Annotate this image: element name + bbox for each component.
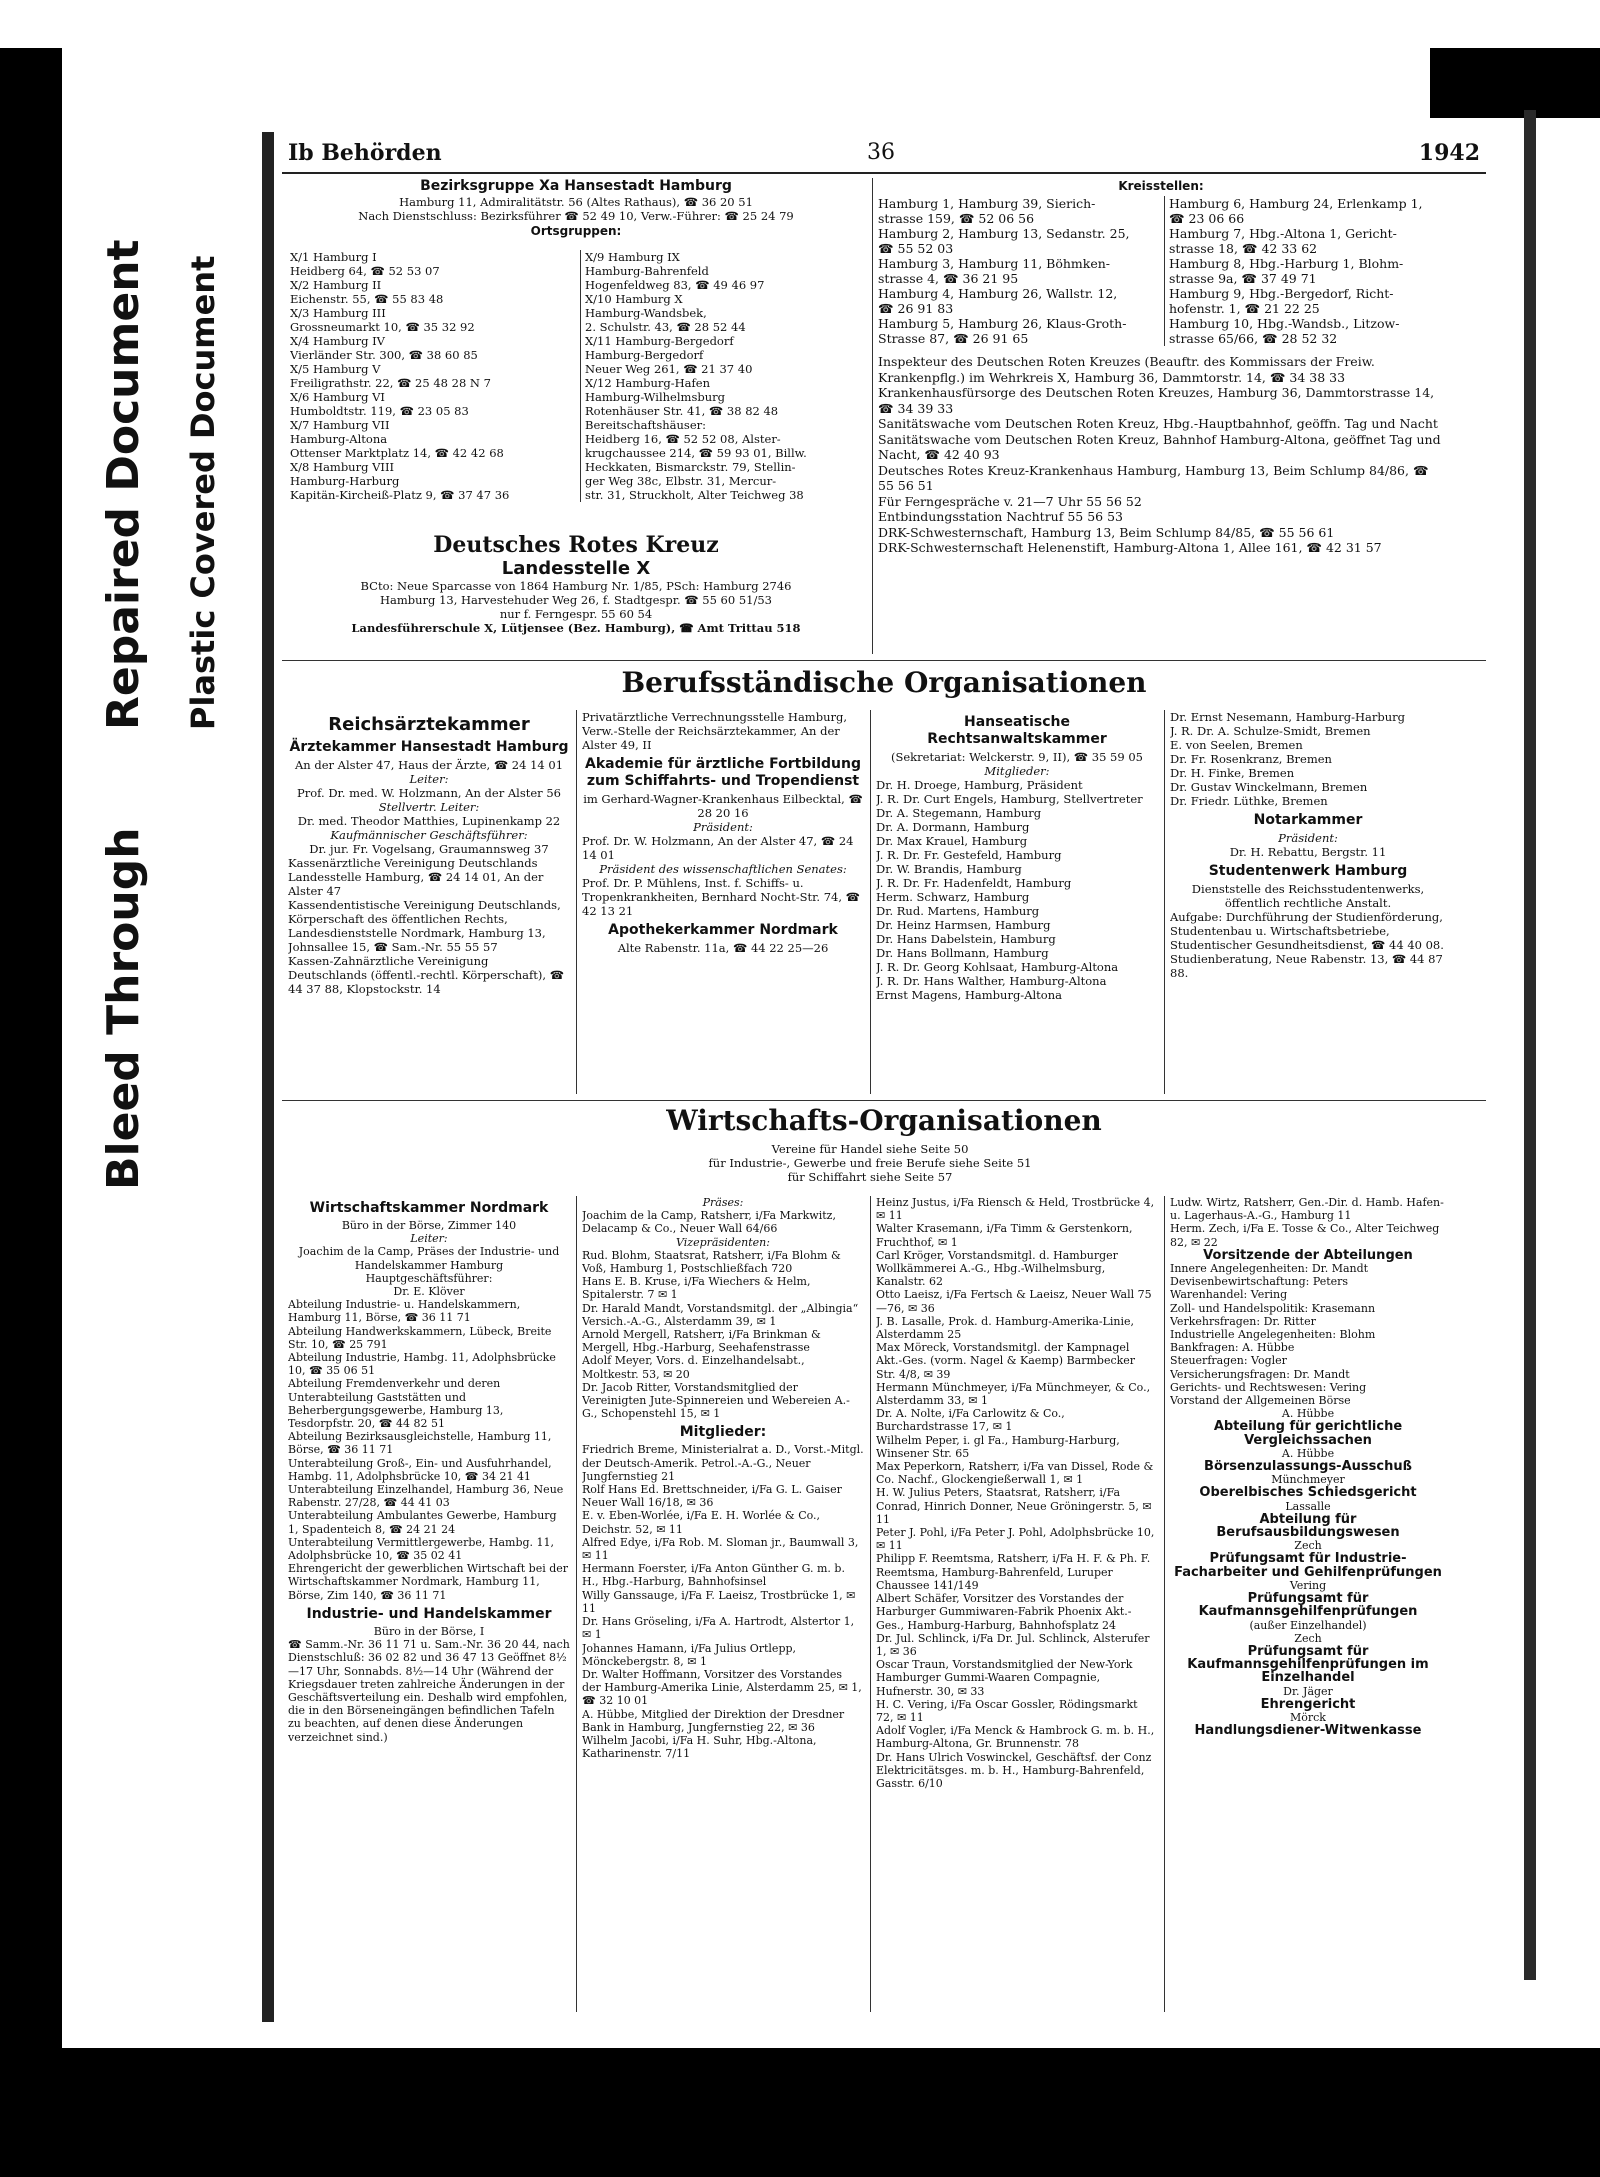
entry-text: Dr. A. Dormann, Hamburg: [876, 820, 1030, 834]
entry-heading: Abteilung für Berufsausbildungswesen: [1216, 1511, 1400, 1541]
page-header: [282, 138, 1486, 174]
text-line: hofenstr. 1, ☎ 21 22 25: [1169, 301, 1320, 316]
text-line: Deutsches Rotes Kreuz-Krankenhaus Hamburg, Hamburg 13, Beim Schlump 84/86, ☎ 55 56 51: [878, 462, 1429, 493]
entry-heading: Vorsitzende der Abteilungen: [1203, 1247, 1413, 1263]
entry-text: Kassenärztliche Vereinigung Deutschlands Landesstelle Hamburg, ☎ 24 14 01, An der Alster 47: [288, 856, 544, 898]
entry-text: Ernst Magens, Hamburg-Altona: [876, 988, 1062, 1002]
text-line: strasse 65/66, ☎ 28 52 32: [1169, 331, 1338, 346]
text-line: Hamburg 6, Hamburg 24, Erlenkamp 1,: [1169, 196, 1423, 211]
entry-text: Walter Krasemann, i/Fa Timm & Gerstenkorn, Fruchthof, ✉ 1: [876, 1222, 1133, 1249]
entry-heading: Prüfungsamt für Kaufmannsgehilfenprüfungen: [1198, 1591, 1418, 1620]
entry-text: Prof. Dr. P. Mühlens, Inst. f. Schiffs- u. Tropenkrankheiten, Bernhard Nocht-Str. 74, ☎ 42 13 21: [582, 876, 860, 918]
entry-text: Dr. H. Rebattu, Bergstr. 11: [1229, 845, 1387, 859]
text-line: X/2 Hamburg II: [290, 278, 382, 292]
entry-heading: Handlungsdiener-Witwenkasse: [1194, 1723, 1422, 1739]
entry-text: Hermann Münchmeyer, i/Fa Münchmeyer, & Co., Alsterdamm 33, ✉ 1: [876, 1380, 1151, 1408]
text-line: Kapitän-Kircheiß-Platz 9, ☎ 37 47 36: [290, 488, 510, 502]
text-line: Hamburg 3, Hamburg 11, Böhmken-: [878, 256, 1111, 271]
ortsgruppen-left: [290, 250, 574, 502]
entry-text: Prof. Dr. med. W. Holzmann, An der Alster 56: [297, 786, 561, 800]
text-line: 2. Schulstr. 43, ☎ 28 52 44: [585, 320, 746, 334]
entry-text: Vorstand der Allgemeinen Börse: [1170, 1394, 1351, 1408]
entry-text: Kassen-Zahnärztliche Vereinigung Deutschlands (öffentl.-rechtl. Körperschaft), ☎ 44 37 88, Klopstockstr. 14: [288, 954, 565, 996]
entry-text: Leiter:: [409, 772, 449, 786]
entry-text: Präses:: [702, 1196, 744, 1209]
text-line: Hamburg-Wilhelmsburg: [585, 390, 725, 404]
text-line: Hamburg-Bahrenfeld: [585, 264, 709, 278]
entry-text: Albert Schäfer, Vorsitzer des Vorstandes der Harburger Gummiwaren-Fabrik Phoenix Akt.-Ges., Hamburg-Harburg, Bahnhofsplatz 24: [876, 1592, 1132, 1632]
bezirk-line: Nach Dienstschluss: Bezirksführer ☎ 52 49 10, Verw.-Führer: ☎ 25 24 79: [358, 209, 794, 223]
entry-text: A. Hübbe: [1281, 1407, 1335, 1421]
wirtschafts-subtitle: [582, 1142, 1158, 1190]
entry-text: Büro in der Börse, Zimmer 140: [341, 1219, 517, 1232]
text-line: Eichenstr. 55, ☎ 55 83 48: [290, 292, 444, 306]
entry-heading: Wirtschaftskammer Nordmark: [309, 1200, 549, 1216]
wirt-col-3: [876, 1196, 1158, 2012]
wirt-col-4: [1170, 1196, 1446, 2012]
text-line: Hamburg 5, Hamburg 26, Klaus-Groth-: [878, 316, 1127, 331]
entry-text: Ehrengericht der gewerblichen Wirtschaft bei der Wirtschaftskammer Nordmark, Hamburg 11, Börse, Zim 140, ☎ 36 11 71: [288, 1562, 569, 1602]
text-line: DRK-Schwesternschaft Helenenstift, Hamburg-Altona 1, Allee 161, ☎ 42 31 57: [878, 540, 1382, 555]
header-section: Ib Behörden: [288, 140, 442, 166]
entry-text: Hans E. B. Kruse, i/Fa Wiechers & Helm, Spitalerstr. 7 ✉ 1: [582, 1275, 811, 1302]
entry-text: Stellvertr. Leiter:: [378, 800, 480, 814]
drk-title: Deutsches Rotes Kreuz: [433, 532, 719, 558]
wirtschafts-title: Wirtschafts-Organisationen: [666, 1104, 1102, 1137]
text-line: X/6 Hamburg VI: [290, 390, 385, 404]
entry-text: Dr. Gustav Winckelmann, Bremen: [1170, 780, 1368, 794]
entry-text: Dr. Hans Bollmann, Hamburg: [876, 946, 1049, 960]
entry-text: Oscar Traun, Vorstandsmitglied der New-York Hamburger Gummi-Waaren Compagnie, Hufnerstr. 30, ✉ 33: [876, 1658, 1133, 1698]
entry-text: H. C. Vering, i/Fa Oscar Gossler, Rödingsmarkt 72, ✉ 11: [876, 1697, 1138, 1724]
entry-text: H. W. Julius Peters, Staatsrat, Ratsherr, i/Fa Conrad, Hinrich Donner, Neue Gröningerstr. 5, ✉ 11: [876, 1486, 1152, 1526]
side-tab-plastic-covered-document: Plastic Covered Document: [184, 255, 222, 730]
text-line: X/7 Hamburg VII: [290, 418, 390, 432]
entry-text: Vering: [1289, 1578, 1327, 1592]
text-line: X/5 Hamburg V: [290, 362, 381, 376]
text-line: Heidberg 16, ☎ 52 52 08, Alster-: [585, 432, 781, 446]
text-line: Sanitätswache vom Deutschen Roten Kreuz, Bahnhof Hamburg-Altona, geöffnet Tag und Nacht, ☎ 42 40 93: [878, 431, 1441, 462]
entry-text: Dr. Harald Mandt, Vorstandsmitgl. der „Albingia“ Versich.-A.-G., Alsterdamm 39, ✉ 1: [582, 1301, 859, 1328]
wirt-col-1: [288, 1196, 570, 2012]
text-line: Humboldtstr. 119, ☎ 23 05 83: [290, 404, 469, 418]
berufsstaendische-title: Berufsständische Organisationen: [621, 666, 1147, 699]
entry-text: Kaufmännischer Geschäftsführer:: [330, 828, 528, 842]
text-line: Rotenhäuser Str. 41, ☎ 38 82 48: [585, 404, 779, 418]
entry-text: Präsident:: [693, 820, 753, 834]
entry-text: Ludw. Wirtz, Ratsherr, Gen.-Dir. d. Hamb. Hafen- u. Lagerhaus-A.-G., Hamburg 11: [1170, 1196, 1444, 1223]
text-line: Hogenfeldweg 83, ☎ 49 46 97: [585, 278, 765, 292]
entry-text: Dr. Fr. Rosenkranz, Bremen: [1170, 752, 1332, 766]
entry-heading: Notarkammer: [1253, 812, 1363, 828]
text-line: X/3 Hamburg III: [290, 306, 386, 320]
entry-text: Carl Kröger, Vorstandsmitgl. d. Hamburger Wollkämmerei A.-G., Hbg.-Wilhelmsburg, Kanalstr. 62: [876, 1248, 1118, 1289]
text-line: Hamburg 7, Hbg.-Altona 1, Gericht-: [1169, 226, 1397, 241]
entry-text: Studienberatung, Neue Rabenstr. 13, ☎ 44 87 88.: [1170, 952, 1443, 980]
entry-text: Privatärztliche Verrechnungsstelle Hamburg, Verw.-Stelle der Reichsärztekammer, An der Alster 49, II: [582, 710, 847, 752]
beruf-col-2: [582, 710, 864, 1092]
entry-text: Zech: [1294, 1631, 1322, 1645]
text-line: Hamburg 10, Hbg.-Wandsb., Litzow-: [1169, 316, 1400, 331]
entry-heading: Mitglieder:: [679, 1424, 767, 1441]
entry-text: Philipp F. Reemtsma, Ratsherr, i/Fa H. F. & Ph. F. Reemtsma, Hamburg-Bahrenfeld, Luruper Chaussee 141/149: [876, 1552, 1151, 1592]
entry-text: Unterabteilung Vermittlergewerbe, Hambg. 11, Adolphsbrücke 10, ☎ 35 02 41: [288, 1535, 555, 1563]
text-line: krugchaussee 214, ☎ 59 93 01, Billw.: [585, 446, 807, 460]
entry-text: Devisenbewirtschaftung: Peters: [1170, 1275, 1349, 1289]
entry-text: J. R. Dr. Hans Walther, Hamburg-Altona: [876, 974, 1107, 988]
wirtschafts-sub-line: für Industrie-, Gewerbe und freie Berufe siehe Seite 51: [708, 1156, 1032, 1170]
entry-heading: Reichsärztekammer: [328, 714, 530, 735]
entry-text: Johannes Hamann, i/Fa Julius Ortlepp, Mönckebergstr. 8, ✉ 1: [582, 1641, 797, 1668]
entry-text: J. R. Dr. Fr. Gestefeld, Hamburg: [876, 848, 1062, 862]
text-line: X/4 Hamburg IV: [290, 334, 385, 348]
entry-text: Aufgabe: Durchführung der Studienförderung, Studentenbau u. Wirtschaftsbetriebe, Studentischer Gesundheitsdienst, ☎ 44 40 08.: [1170, 910, 1444, 952]
ortsgruppen-title: Ortsgruppen:: [530, 224, 622, 238]
text-line: DRK-Schwesternschaft, Hamburg 13, Beim Schlump 84/85, ☎ 55 56 61: [878, 524, 1335, 540]
entry-text: A. Hübbe, Mitglied der Direktion der Dresdner Bank in Hamburg, Jungfernstieg 22, ✉ 36: [582, 1707, 845, 1734]
entry-text: Zech: [1294, 1539, 1322, 1553]
section-rule: [282, 660, 1486, 661]
text-line: X/10 Hamburg X: [585, 292, 683, 306]
entry-text: Arnold Mergell, Ratsherr, i/Fa Brinkman & Mergell, Hbg.-Harburg, Seehafenstrasse: [582, 1328, 821, 1355]
text-line: Grossneumarkt 10, ☎ 35 32 92: [290, 320, 475, 334]
bezirk-line: Hamburg 11, Admiralitätstr. 56 (Altes Rathaus), ☎ 36 20 51: [399, 195, 753, 209]
section-rule: [282, 1100, 1486, 1101]
entry-text: (außer Einzelhandel): [1249, 1618, 1367, 1632]
text-line: Inspekteur des Deutschen Roten Kreuzes (Beauftr. des Kommissars der Freiw. Krankenpflg.) im Wehrkreis X, Hamburg 36, Dammtorstr. 14, ☎ 34 38 33: [878, 354, 1375, 385]
drk-subtitle: Landesstelle X: [501, 558, 651, 579]
entry-heading: Ehrengericht: [1260, 1696, 1356, 1712]
text-line: Strasse 87, ☎ 26 91 65: [878, 331, 1029, 346]
entry-text: J. B. Lasalle, Prok. d. Hamburg-Amerika-Linie, Alsterdamm 25: [876, 1314, 1134, 1342]
text-line: strasse 159, ☎ 52 06 56: [878, 211, 1035, 226]
text-line: Hamburg-Altona: [290, 432, 388, 446]
text-line: ☎ 55 52 03: [878, 241, 954, 256]
entry-text: Mitglieder:: [984, 764, 1050, 778]
wirtschafts-sub-line: Vereine für Handel siehe Seite 50: [771, 1142, 969, 1156]
entry-text: Wilhelm Peper, i. gl Fa., Hamburg-Harburg, Winsener Str. 65: [876, 1433, 1120, 1460]
scan-margin-top: [0, 0, 1600, 48]
entry-text: Bankfragen: A. Hübbe: [1170, 1341, 1295, 1355]
entry-text: Abteilung Industrie- u. Handelskammern, Hamburg 11, Börse, ☎ 36 11 71: [288, 1298, 521, 1325]
entry-heading: Hanseatische Rechtsanwaltskammer: [927, 714, 1107, 747]
entry-text: Dr. jur. Fr. Vogelsang, Graumannsweg 37: [309, 842, 549, 856]
entry-text: Präsident:: [1278, 831, 1338, 845]
text-line: str. 31, Struckholt, Alter Teichweg 38: [585, 488, 804, 502]
entry-text: Dr. Jacob Ritter, Vorstandsmitglied der Vereinigten Jute-Spinnereien und Webereien A.-G., Schopenstehl 15, ✉ 1: [582, 1380, 850, 1421]
wirt-col-2: [582, 1196, 864, 2012]
text-line: Hamburg 4, Hamburg 26, Wallstr. 12,: [878, 286, 1118, 301]
text-line: X/9 Hamburg IX: [585, 250, 680, 264]
column-rule: [870, 710, 871, 1094]
entry-text: Unterabteilung Groß-, Ein- und Ausfuhrhandel, Hambg. 11, Adolphsbrücke 10, ☎ 34 21 41: [288, 1456, 552, 1483]
entry-text: Hauptgeschäftsführer:: [365, 1271, 493, 1285]
kreis-left: [878, 196, 1158, 346]
entry-text: Adolf Meyer, Vors. d. Einzelhandelsabt., Moltkestr. 53, ✉ 20: [582, 1354, 805, 1381]
entry-text: Präsident des wissenschaftlichen Senates:: [599, 862, 847, 876]
entry-text: J. R. Dr. Curt Engels, Hamburg, Stellvertreter: [876, 792, 1143, 806]
entry-text: Gerichts- und Rechtswesen: Vering: [1170, 1380, 1367, 1394]
kreis-entries: [878, 354, 1444, 556]
entry-text: A. Hübbe: [1281, 1446, 1335, 1460]
text-line: Vierländer Str. 300, ☎ 38 60 85: [290, 348, 478, 362]
entry-text: Dienststelle des Reichsstudentenwerks, öffentlich rechtliche Anstalt.: [1191, 882, 1425, 910]
entry-text: Max Möreck, Vorstandsmitgl. der Kampnagel Akt.-Ges. (vorm. Nagel & Kaemp) Barmbecker Str. 4/8, ✉ 39: [876, 1341, 1136, 1381]
entry-text: Dr. Max Krauel, Hamburg: [876, 834, 1028, 848]
entry-text: Joachim de la Camp, Präses der Industrie- und Handelskammer Hamburg: [298, 1245, 560, 1272]
column-rule: [1164, 1196, 1165, 2012]
text-line: Hamburg-Bergedorf: [585, 348, 704, 362]
text-line: ☎ 23 06 66: [1169, 211, 1245, 226]
text-line: Freiligrathstr. 22, ☎ 25 48 28 N 7: [290, 376, 491, 390]
entry-text: Dr. Jul. Schlinck, i/Fa Dr. Jul. Schlinck, Alsterufer 1, ✉ 36: [876, 1631, 1150, 1658]
bezirk-title: Bezirksgruppe Xa Hansestadt Hamburg: [420, 178, 732, 194]
text-line: Hamburg 9, Hbg.-Bergedorf, Richt-: [1169, 286, 1394, 301]
text-line: Hamburg 2, Hamburg 13, Sedanstr. 25,: [878, 226, 1130, 241]
entry-text: Büro in der Börse, I: [373, 1624, 485, 1638]
drk-line: Landesführerschule X, Lütjensee (Bez. Hamburg), ☎ Amt Trittau 518: [351, 621, 801, 635]
entry-text: Prof. Dr. W. Holzmann, An der Alster 47, ☎ 24 14 01: [582, 834, 854, 862]
drk-line: nur f. Ferngespr. 55 60 54: [499, 607, 653, 621]
entry-heading: Abteilung für gerichtliche Vergleichssachen: [1213, 1419, 1403, 1448]
entry-text: Abteilung Fremdenverkehr und deren Unterabteilung Gaststätten und Beherbergungsgewerbe, Hamburg 13, Tesdorpfstr. 20, ☎ 44 82 51: [288, 1377, 504, 1431]
entry-text: Dr. A. Nolte, i/Fa Carlowitz & Co., Burchardstrasse 17, ✉ 1: [876, 1407, 1065, 1434]
entry-text: (Sekretariat: Welckerstr. 9, II), ☎ 35 59 05: [891, 750, 1143, 764]
entry-text: Dr. Ernst Nesemann, Hamburg-Harburg: [1170, 710, 1406, 724]
kreis-title: Kreisstellen:: [1118, 179, 1204, 193]
entry-text: Leiter:: [410, 1232, 448, 1246]
entry-text: Heinz Justus, i/Fa Riensch & Held, Trostbrücke 4, ✉ 11: [876, 1196, 1155, 1223]
kreis-right: [1164, 196, 1444, 346]
entry-heading: Ärztekammer Hansestadt Hamburg: [289, 739, 569, 755]
entry-text: Dr. W. Brandis, Hamburg: [876, 862, 1022, 876]
text-line: Bereitschaftshäuser:: [585, 418, 706, 432]
entry-text: Industrielle Angelegenheiten: Blohm: [1170, 1328, 1376, 1342]
entry-text: ☎ Samm.-Nr. 36 11 71 u. Sam.-Nr. 36 20 44, nach Dienstschluß: 36 02 82 und 36 47 13 Geöffnet 8½—17 Uhr, Sonnabds. 8½—14 Uhr (Während der Kriegsdauer treten zahlreiche Änderungen in der Geschäftsverteilung ein. Deshalb wird empfohlen, die in den Börseneingängen befindlichen Tafeln zu beachten, auf denen diese Änderungen verzeichnet sind.): [288, 1638, 570, 1744]
text-line: Heckkaten, Bismarckstr. 79, Stellin-: [585, 460, 796, 474]
beruf-col-4: [1170, 710, 1446, 1092]
entry-text: Dr. Hans Dabelstein, Hamburg: [876, 932, 1056, 946]
entry-text: Vizepräsidenten:: [676, 1235, 770, 1249]
scan-border-left: [0, 48, 62, 2048]
bezirksgruppe-block: [290, 178, 862, 546]
entry-text: Dr. Rud. Martens, Hamburg: [876, 904, 1040, 918]
text-line: Krankenhausfürsorge des Deutschen Roten Kreuzes, Hamburg 36, Dammtorstrasse 14, ☎ 34 39 33: [878, 385, 1435, 416]
text-line: X/8 Hamburg VIII: [290, 460, 395, 474]
entry-text: Münchmeyer: [1271, 1473, 1345, 1487]
entry-text: Abteilung Industrie, Hambg. 11, Adolphsbrücke 10, ☎ 35 06 51: [288, 1351, 556, 1378]
entry-text: E. v. Eben-Worlée, i/Fa E. H. Worlée & Co., Deichstr. 52, ✉ 11: [582, 1509, 821, 1536]
entry-text: J. R. Dr. Georg Kohlsaat, Hamburg-Altona: [876, 960, 1119, 974]
entry-heading: Industrie- und Handelskammer: [306, 1605, 552, 1622]
entry-text: Hermann Foerster, i/Fa Anton Günther G. m. b. H., Hbg.-Harburg, Bahnhofsinsel: [582, 1562, 845, 1589]
text-line: Hamburg 8, Hbg.-Harburg 1, Blohm-: [1169, 256, 1404, 271]
entry-text: Dr. Friedr. Lüthke, Bremen: [1170, 794, 1328, 808]
ortsgruppen-right: [580, 250, 862, 502]
entry-heading: Akademie für ärztliche Fortbildung zum Schiffahrts- und Tropendienst: [585, 756, 861, 789]
column-rule: [1164, 710, 1165, 1094]
entry-text: Steuerfragen: Vogler: [1170, 1354, 1287, 1368]
entry-heading: Oberelbisches Schiedsgericht: [1199, 1485, 1417, 1501]
scan-shadow-right: [1524, 110, 1536, 1980]
entry-text: Lassalle: [1285, 1499, 1331, 1513]
text-line: ☎ 26 91 83: [878, 301, 954, 316]
scanned-page: [262, 132, 1526, 2022]
entry-heading: Prüfungsamt für Industrie-Facharbeiter und Gehilfenprüfungen: [1174, 1551, 1442, 1580]
entry-text: Herm. Schwarz, Hamburg: [876, 890, 1030, 904]
entry-text: Dr. E. Klöver: [393, 1285, 465, 1299]
entry-heading: Börsenzulassungs-Ausschuß: [1204, 1459, 1412, 1475]
entry-text: Mörck: [1290, 1710, 1326, 1724]
scan-border-right: [1430, 48, 1600, 118]
text-line: Hamburg-Wandsbek,: [585, 306, 707, 320]
scan-border-bottom: [0, 2048, 1600, 2177]
entry-text: E. von Seelen, Bremen: [1170, 738, 1303, 752]
column-rule: [872, 178, 873, 654]
text-line: Sanitätswache vom Deutschen Roten Kreuz, Hbg.-Hauptbahnhof, geöffn. Tag und Nacht: [878, 416, 1438, 431]
entry-text: Warenhandel: Vering: [1170, 1288, 1288, 1302]
entry-text: Kassendentistische Vereinigung Deutschlands, Körperschaft des öffentlichen Rechts, Landesdienststelle Nordmark, Hamburg 13, Johnsallee 15, ☎ Sam.-Nr. 55 55 57: [288, 898, 561, 954]
entry-text: J. R. Dr. A. Schulze-Smidt, Bremen: [1170, 724, 1371, 738]
entry-heading: Apothekerkammer Nordmark: [608, 922, 838, 938]
entry-text: Dr. med. Theodor Matthies, Lupinenkamp 22: [297, 814, 561, 828]
entry-text: Alfred Edye, i/Fa Rob. M. Sloman jr., Baumwall 3, ✉ 11: [582, 1535, 859, 1563]
entry-text: Zoll- und Handelspolitik: Krasemann: [1170, 1301, 1376, 1315]
entry-text: Abteilung Handwerkskammern, Lübeck, Breite Str. 10, ☎ 25 791: [288, 1324, 552, 1351]
column-rule: [870, 1196, 871, 2012]
entry-heading: Prüfungsamt für Kaufmannsgehilfenprüfungen im Einzelhandel: [1187, 1643, 1429, 1686]
drk-line: Hamburg 13, Harvestehuder Weg 26, f. Stadtgespr. ☎ 55 60 51/53: [380, 593, 772, 607]
drk-line: BCto: Neue Sparcasse von 1864 Hamburg Nr. 1/85, PSch: Hamburg 2746: [360, 579, 792, 593]
entry-text: Unterabteilung Einzelhandel, Hamburg 36, Neue Rabenstr. 27/28, ☎ 44 41 03: [288, 1483, 564, 1510]
header-year: 1942: [1418, 140, 1480, 166]
entry-text: Dr. A. Stegemann, Hamburg: [876, 806, 1042, 820]
text-line: Hamburg-Harburg: [290, 474, 400, 488]
entry-text: J. R. Dr. Fr. Hadenfeldt, Hamburg: [876, 876, 1072, 890]
entry-text: im Gerhard-Wagner-Krankenhaus Eilbecktal, ☎ 28 20 16: [583, 792, 863, 820]
header-page-number: 36: [867, 140, 895, 165]
entry-text: Joachim de la Camp, Ratsherr, i/Fa Markwitz, Delacamp & Co., Neuer Wall 64/66: [582, 1209, 836, 1236]
text-line: strasse 4, ☎ 36 21 95: [878, 271, 1019, 286]
entry-text: Otto Laeisz, i/Fa Fertsch & Laeisz, Neuer Wall 75—76, ✉ 36: [876, 1288, 1152, 1315]
entry-text: Rolf Hans Ed. Brettschneider, i/Fa G. L. Gaiser Neuer Wall 16/18, ✉ 36: [582, 1483, 842, 1510]
entry-text: Dr. Hans Ulrich Voswinckel, Geschäftsf. der Conz Elektricitätsges. m. b. H., Hamburg-Bahrenfeld, Gasstr. 6/10: [876, 1750, 1152, 1790]
entry-text: Friedrich Breme, Ministerialrat a. D., Vorst.-Mitgl. der Deutsch-Amerik. Petrol.-A.-G., Neuer Jungfernstieg 21: [582, 1443, 864, 1483]
entry-text: Versicherungsfragen: Dr. Mandt: [1170, 1367, 1350, 1381]
entry-text: Alte Rabenstr. 11a, ☎ 44 22 25—26: [617, 941, 829, 955]
entry-text: Dr. H. Droege, Hamburg, Präsident: [876, 778, 1083, 792]
text-line: strasse 9a, ☎ 37 49 71: [1169, 271, 1317, 286]
entry-heading: Studentenwerk Hamburg: [1208, 863, 1408, 879]
entry-text: Max Peperkorn, Ratsherr, i/Fa van Dissel, Rode & Co. Nachf., Glockengießerwall 1, ✉ 1: [876, 1460, 1154, 1487]
entry-text: Innere Angelegenheiten: Dr. Mandt: [1170, 1262, 1369, 1276]
side-tab-repaired-document: Repaired Document: [98, 239, 149, 730]
column-rule: [576, 1196, 577, 2012]
entry-text: Peter J. Pohl, i/Fa Peter J. Pohl, Adolphsbrücke 10, ✉ 11: [876, 1526, 1155, 1553]
entry-text: Wilhelm Jacobi, i/Fa H. Suhr, Hbg.-Altona, Katharinenstr. 7/11: [582, 1733, 817, 1761]
text-line: X/11 Hamburg-Bergedorf: [585, 334, 734, 348]
entry-text: Unterabteilung Ambulantes Gewerbe, Hamburg 1, Spadenteich 8, ☎ 24 21 24: [288, 1509, 557, 1536]
entry-text: Dr. H. Finke, Bremen: [1170, 766, 1295, 780]
text-line: Entbindungsstation Nachtruf 55 56 53: [878, 509, 1123, 524]
text-line: Für Ferngespräche v. 21—7 Uhr 55 56 52: [878, 493, 1142, 509]
entry-text: Rud. Blohm, Staatsrat, Ratsherr, i/Fa Blohm & Voß, Hamburg 1, Postschließfach 720: [582, 1248, 841, 1276]
entry-text: Abteilung Bezirksausgleichstelle, Hamburg 11, Börse, ☎ 36 11 71: [288, 1430, 552, 1457]
text-line: Ottenser Marktplatz 14, ☎ 42 42 68: [290, 446, 504, 460]
entry-text: Herm. Zech, i/Fa E. Tosse & Co., Alter Teichweg 82, ✉ 22: [1170, 1222, 1440, 1249]
wirtschafts-sub-line: für Schiffahrt siehe Seite 57: [787, 1170, 953, 1184]
drk-landesstelle-block: [290, 532, 862, 642]
entry-text: Dr. Walter Hoffmann, Vorsitzer des Vorstandes der Hamburg-Amerika Linie, Alsterdamm 25, ✉ 1, ☎ 32 10 01: [582, 1667, 862, 1708]
text-line: Heidberg 64, ☎ 52 53 07: [290, 264, 440, 278]
text-line: X/12 Hamburg-Hafen: [585, 376, 711, 390]
entry-text: Verkehrsfragen: Dr. Ritter: [1170, 1314, 1316, 1328]
text-line: ger Weg 38c, Elbstr. 31, Mercur-: [585, 474, 777, 488]
entry-text: Dr. Hans Gröseling, i/Fa A. Hartrodt, Alstertor 1, ✉ 1: [582, 1615, 855, 1642]
text-line: Hamburg 1, Hamburg 39, Sierich-: [878, 196, 1096, 211]
entry-text: Willy Ganssauge, i/Fa F. Laeisz, Trostbrücke 1, ✉ 11: [582, 1588, 856, 1615]
beruf-col-1: [288, 710, 570, 1092]
kreisstellen-block: [878, 178, 1444, 652]
beruf-col-3: [876, 710, 1158, 1092]
entry-text: Dr. Jäger: [1283, 1684, 1333, 1698]
text-line: X/1 Hamburg I: [290, 250, 377, 264]
entry-text: Dr. Heinz Harmsen, Hamburg: [876, 918, 1051, 932]
text-line: strasse 18, ☎ 42 33 62: [1169, 241, 1318, 256]
entry-text: An der Alster 47, Haus der Ärzte, ☎ 24 14 01: [294, 758, 564, 772]
entry-text: Adolf Vogler, i/Fa Menck & Hambrock G. m. b. H., Hamburg-Altona, Gr. Brunnenstr. 78: [876, 1724, 1155, 1751]
text-line: Neuer Weg 261, ☎ 21 37 40: [585, 362, 753, 376]
column-rule: [576, 710, 577, 1094]
side-tab-bleed-through: Bleed Through: [98, 827, 149, 1190]
